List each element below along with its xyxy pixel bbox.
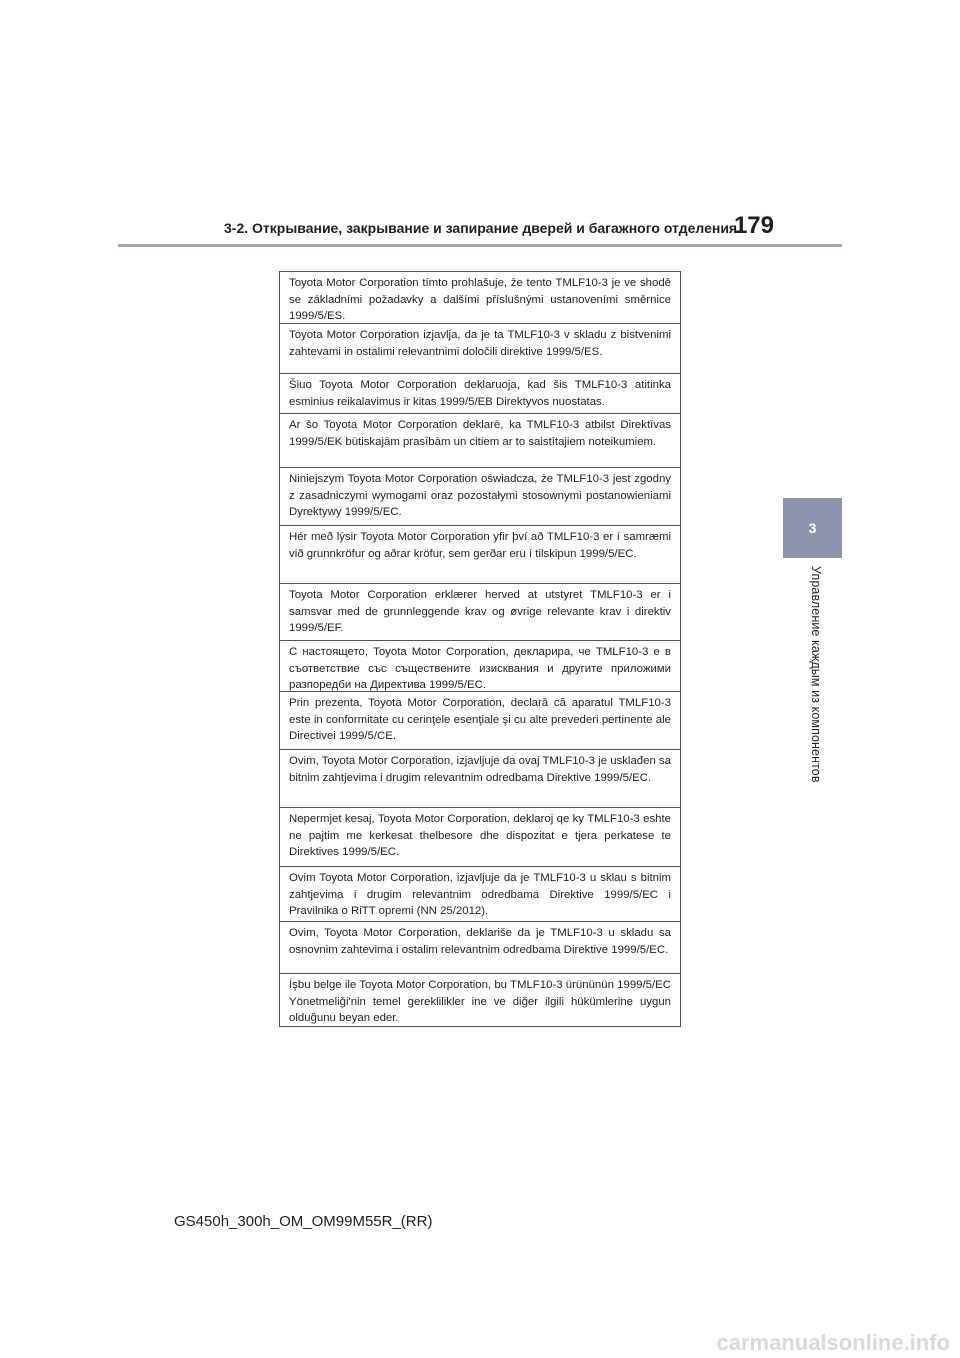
- declaration-row-latvian: Ar šo Toyota Motor Corporation deklarē, ka TMLF10-3 atbilst Direktīvas 1999/5/EK būtiskajām prasībām un citiem ar to saistītajiem noteikumiem.: [280, 413, 680, 467]
- declaration-row-serbian: Ovim, Toyota Motor Corporation, deklariše da je TMLF10-3 u skladu sa osnovnim zahtevima i ostalim relevantnim odredbama Direktive 1999/5/EC.: [280, 921, 680, 973]
- declaration-row-icelandic: Hér með lýsir Toyota Motor Corporation yfir því að TMLF10-3 er í samræmi við grunnkröfur og aðrar kröfur, sem gerðar eru í tilskipun 1999/5/EC.: [280, 525, 680, 583]
- manual-code: GS450h_300h_OM_OM99M55R_(RR): [174, 1213, 433, 1230]
- declaration-row-slovenian: Toyota Motor Corporation izjavlja, da je ta TMLF10-3 v skladu z bistvenimi zahtevami in ostalimi relevantnimi določili direktive 1999/5/ES.: [280, 323, 680, 373]
- declaration-row-bulgarian: С настоящето, Toyota Motor Corporation, декларира, че TMLF10-3 е в съответствие със съществените изисквания и другите приложими разпоредби на Директива 1999/5/ЕС.: [280, 640, 680, 691]
- declaration-row-romanian: Prin prezenta, Toyota Motor Corporation, declară că aparatul TMLF10-3 este in conformitate cu cerinţele esenţiale şi cu alte prevederi pertinente ale Directivei 1999/5/CE.: [280, 691, 680, 749]
- page-number: 179: [733, 212, 774, 239]
- watermark: carmanualsonline.info: [716, 1330, 950, 1355]
- page-header: [118, 206, 842, 246]
- declaration-row-lithuanian: Šiuo Toyota Motor Corporation deklaruoja, kad šis TMLF10-3 atitinka esminius reikalavimus ir kitas 1999/5/EB Direktyvos nuostatas.: [280, 373, 680, 413]
- section-title: 3-2. Открывание, закрывание и запирание дверей и багажного отделения: [224, 220, 738, 236]
- chapter-title: Управление каждым из компонентов: [809, 566, 823, 783]
- declaration-row-norwegian: Toyota Motor Corporation erklærer herved at utstyret TMLF10-3 er i samsvar med de grunnleggende krav og øvrige relevante krav i direktiv 1999/5/EF.: [280, 583, 680, 640]
- declaration-row-czech: Toyota Motor Corporation tímto prohlašuje, že tento TMLF10-3 je ve shodě se základními požadavky a dalšími příslušnými ustanoveními směrnice 1999/5/ES.: [289, 277, 671, 322]
- declaration-row-polish: Niniejszym Toyota Motor Corporation oświadcza, że TMLF10-3 jest zgodny z zasadniczymi wymogami oraz pozostałymi stosownymi postanowieniami Dyrektywy 1999/5/EC.: [280, 467, 680, 525]
- declarations-table: [279, 271, 681, 1027]
- declaration-row-albanian: Nepermjet kesaj, Toyota Motor Corporation, deklaroj qe ky TMLF10-3 eshte ne pajtim me kerkesat thelbesore dhe dispozitat e tjera perkatese te Direktives 1999/5/EC.: [280, 807, 680, 866]
- header-divider: [118, 244, 842, 247]
- declaration-row-bosnian: Ovim, Toyota Motor Corporation, izjavljuje da ovaj TMLF10-3 je usklađen sa bitnim zahtjevima i drugim relevantnim odredbama Direktive 1999/5/EC.: [280, 749, 680, 807]
- declaration-row-turkish: İşbu belge ile Toyota Motor Corporation, bu TMLF10-3 ürününün 1999/5/EC Yönetmeliği'nin temel gereklilikler ine ve diğer ilgili hükümlerine uygun olduğunu beyan eder.: [280, 973, 680, 1028]
- declaration-row-croatian: Ovim Toyota Motor Corporation, izjavljuje da je TMLF10-3 u sklau s bitnim zahtjevima i drugim relevantnim odredbama Direktive 1999/5/EC i Pravilnika o RiTT opremi (NN 25/2012).: [280, 866, 680, 921]
- chapter-tab: 3: [783, 498, 842, 558]
